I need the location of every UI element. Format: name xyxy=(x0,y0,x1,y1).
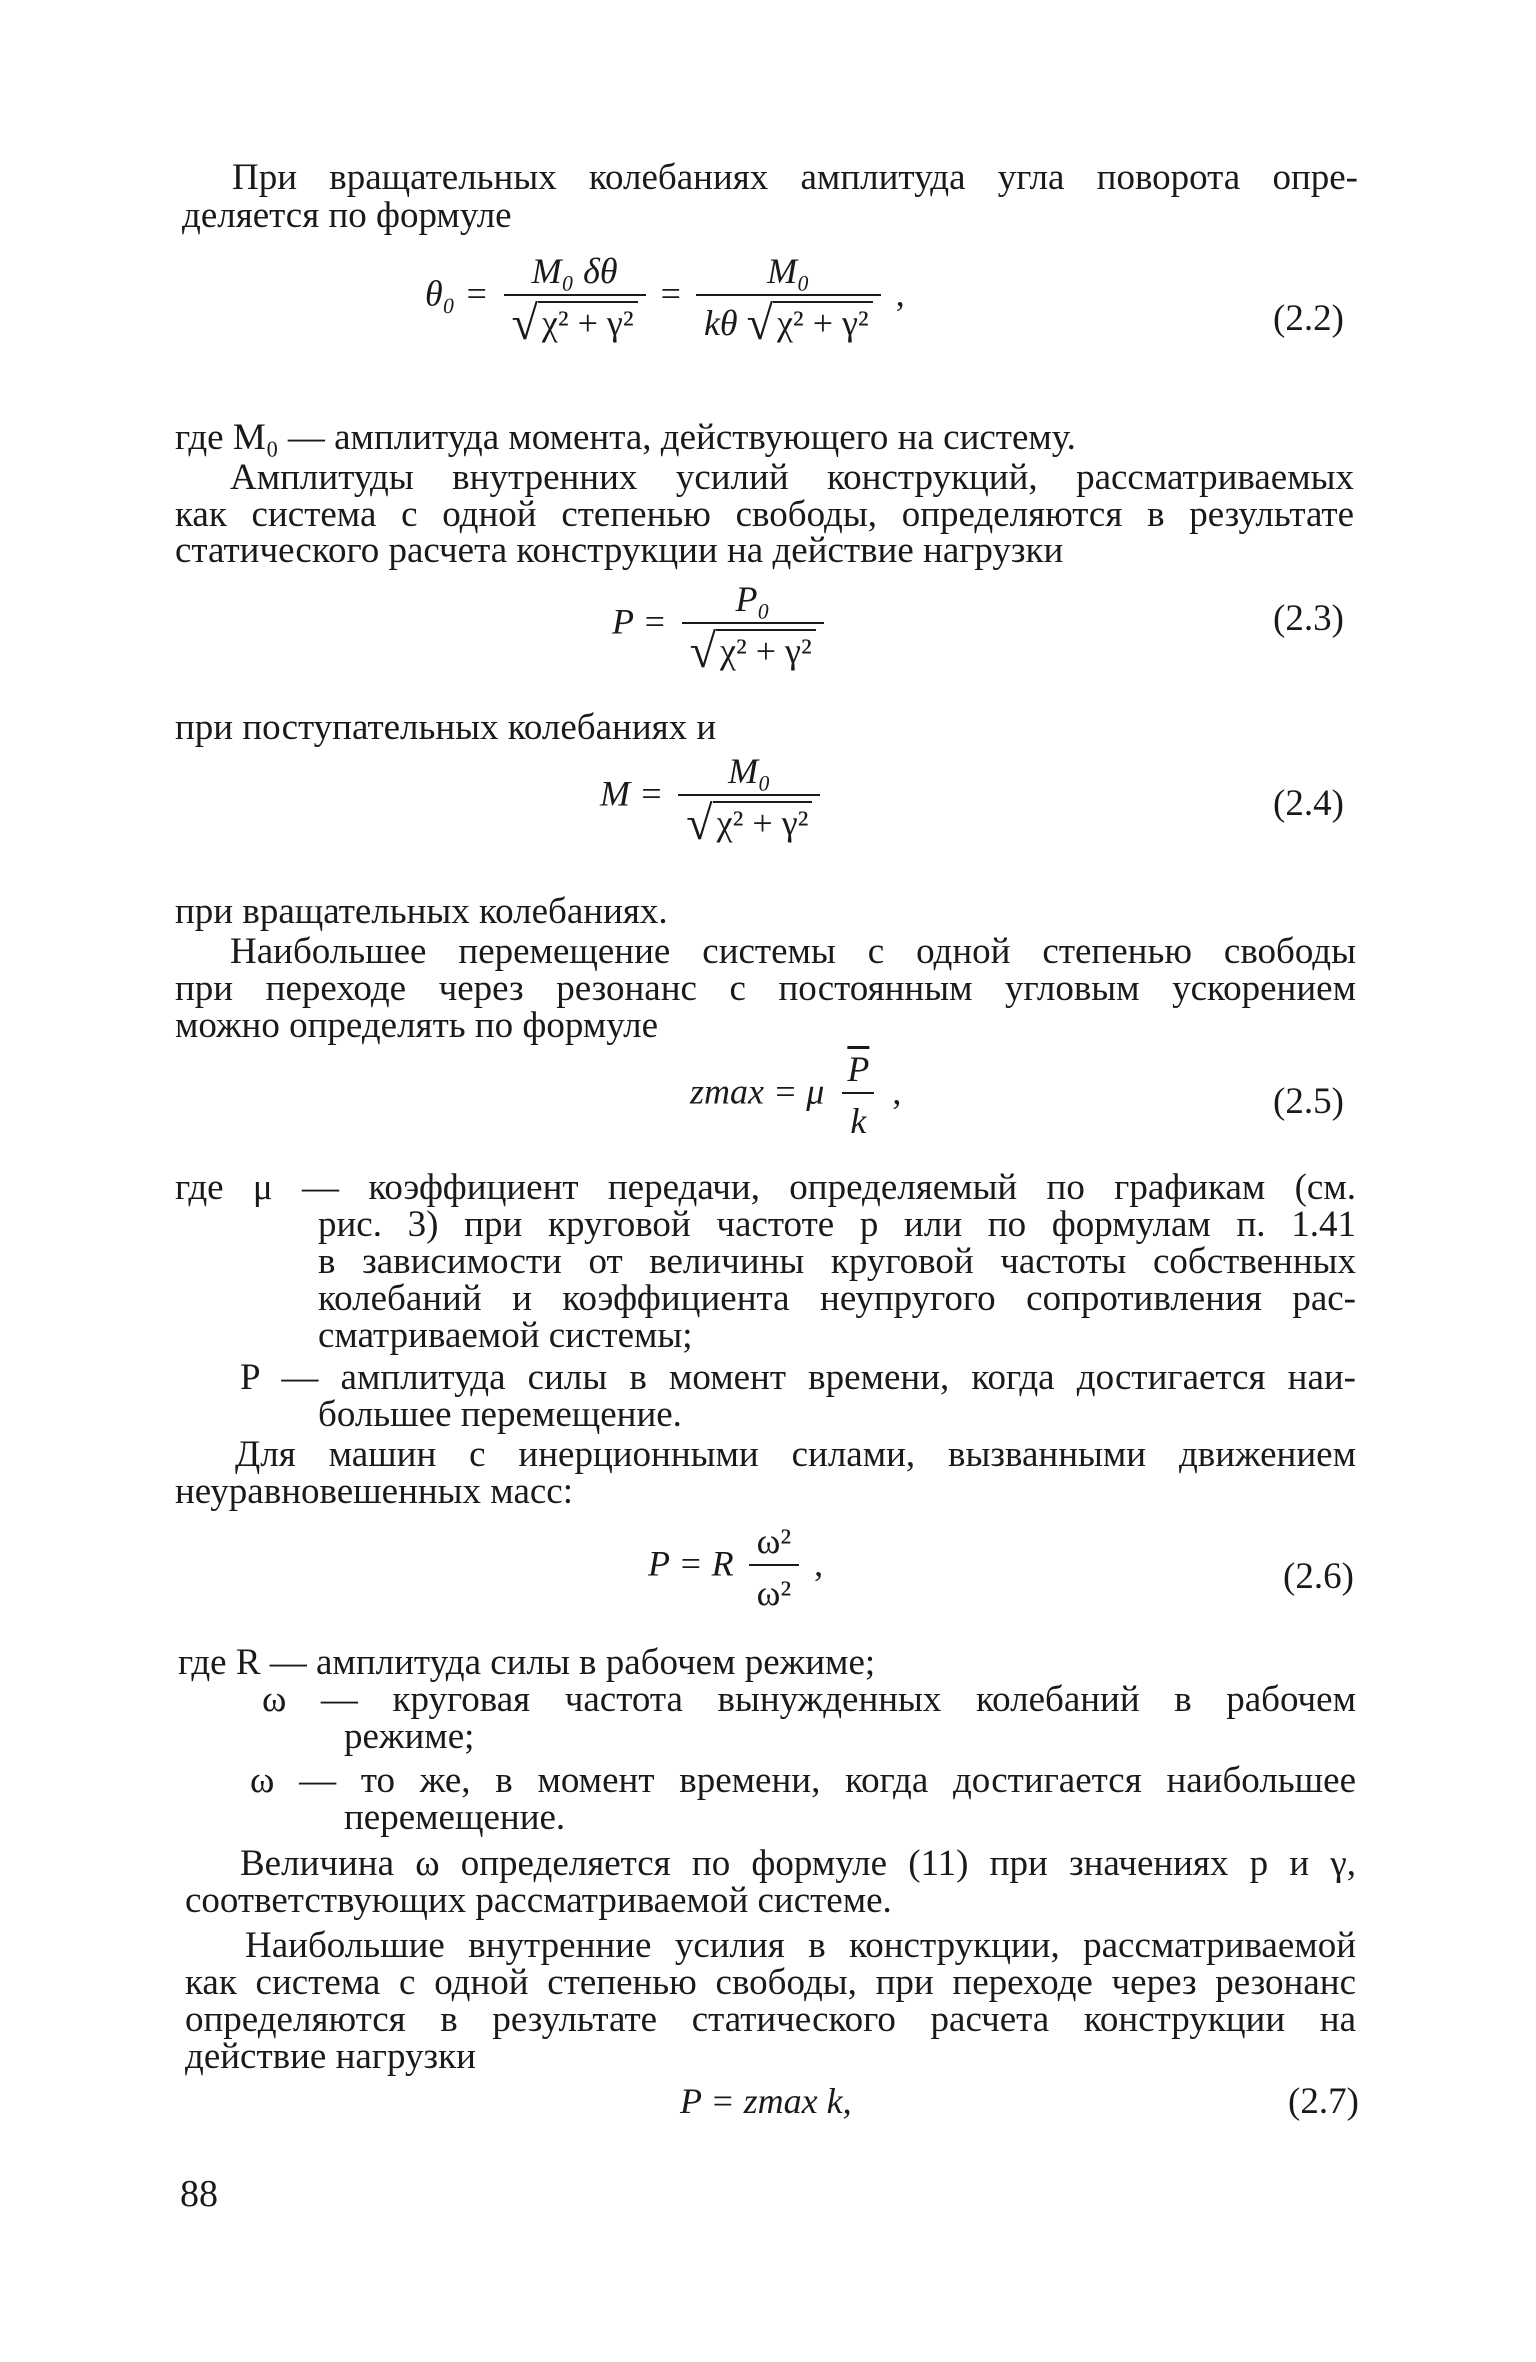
text-line: в зависимости от величины круговой частоты собственных xyxy=(318,1241,1356,1282)
sqrt xyxy=(686,797,812,850)
text-line: при переходе через резонанс с постоянным угловым ускорением xyxy=(175,968,1356,1009)
radical-sign: √ xyxy=(686,797,713,850)
denominator: ω² xyxy=(749,1564,800,1614)
radical-sign: √ xyxy=(689,625,716,678)
text-line: режиме; xyxy=(344,1716,475,1757)
text-line: как система с одной степенью свободы, при переходе через резонанс xyxy=(185,1962,1356,2003)
text-line: Для машин с инерционными силами, вызванными движением xyxy=(235,1434,1356,1475)
text-line: статического расчета конструкции на действие нагрузки xyxy=(175,530,1064,571)
equation-2-6 xyxy=(648,1520,823,1614)
fraction xyxy=(682,578,824,678)
text-line: При вращательных колебаниях амплитуда угла поворота опре- xyxy=(232,157,1358,198)
text-line: соответствующих рассматриваемой системе. xyxy=(185,1880,892,1921)
radicand: χ² + γ² xyxy=(713,801,813,843)
fraction xyxy=(678,750,820,850)
k-theta: kθ xyxy=(703,303,738,343)
eq-lhs: P = R xyxy=(648,1543,734,1584)
text-line: при поступательных колебаниях и xyxy=(175,707,717,748)
equals-sign: = xyxy=(660,273,681,314)
fraction xyxy=(504,250,646,350)
sqrt xyxy=(689,625,816,678)
equation-2-3 xyxy=(612,578,830,678)
eq-lhs: P = xyxy=(612,601,667,642)
radicand: χ² + γ² xyxy=(773,301,873,343)
eq-tail: , xyxy=(895,273,905,314)
text-line: Величина ω определяется по формуле (11) при значениях p и γ, xyxy=(240,1843,1356,1884)
equation-number: (2.4) xyxy=(1273,783,1344,824)
denominator xyxy=(678,794,820,850)
text-line: при вращательных колебаниях. xyxy=(175,891,668,932)
sqrt xyxy=(511,297,638,350)
text-line: неуравновешенных масс: xyxy=(175,1471,574,1512)
text-line: перемещение. xyxy=(344,1797,566,1838)
fraction xyxy=(696,250,881,350)
numerator: M₀ xyxy=(728,751,771,791)
text-line: колебаний и коэффициента неупругого сопротивления рас- xyxy=(318,1278,1356,1319)
equation-2-4 xyxy=(600,750,826,850)
radicand: χ² + γ² xyxy=(538,301,638,343)
text-line: ω — то же, в момент времени, когда достигается наибольшее xyxy=(250,1760,1356,1801)
text-line: рис. 3) при круговой частоте p или по формулам п. 1.41 xyxy=(318,1204,1356,1245)
text-line: как система с одной степенью свободы, определяются в результате xyxy=(175,494,1354,535)
text-line: определяются в результате статического расчета конструкции на xyxy=(185,1999,1356,2040)
numerator: M₀ δθ xyxy=(531,251,618,291)
eq-lhs: θ₀ = xyxy=(425,273,489,314)
equation-number: (2.2) xyxy=(1273,298,1344,339)
equation-number: (2.7) xyxy=(1288,2081,1359,2122)
page-number: 88 xyxy=(180,2173,218,2215)
equation-2-2 xyxy=(425,250,905,350)
text-line: ω — круговая частота вынужденных колебаний в рабочем xyxy=(262,1679,1356,1720)
text-line: большее перемещение. xyxy=(318,1394,682,1435)
equation-number: (2.5) xyxy=(1273,1081,1344,1122)
eq-tail: , xyxy=(814,1543,824,1584)
fraction xyxy=(749,1520,800,1614)
equation-number: (2.3) xyxy=(1273,598,1344,639)
eq-lhs: zmax = μ xyxy=(690,1071,825,1112)
equation-number: (2.6) xyxy=(1283,1556,1354,1597)
denominator: k xyxy=(842,1092,874,1142)
eq-tail: , xyxy=(892,1071,902,1112)
denominator xyxy=(696,294,881,350)
text-line: P — амплитуда силы в момент времени, когда достигается наи- xyxy=(240,1357,1356,1398)
text-line: действие нагрузки xyxy=(185,2036,476,2077)
numerator: $\overline{P}$ xyxy=(847,1049,870,1089)
text-line: где M₀ — амплитуда момента, действующего на систему. xyxy=(175,417,1076,458)
eq-lhs: M = xyxy=(600,773,664,814)
numerator: M₀ xyxy=(767,251,810,291)
text-line: где μ — коэффициент передачи, определяемый по графикам (см. xyxy=(175,1167,1356,1208)
denominator xyxy=(504,294,646,350)
text-line: сматриваемой системы; xyxy=(318,1315,693,1356)
denominator xyxy=(682,622,824,678)
equation-2-5 xyxy=(690,1048,901,1142)
numerator: P₀ xyxy=(735,579,770,619)
radical-sign: √ xyxy=(746,297,773,350)
sqrt xyxy=(746,297,873,350)
text-line: Амплитуды внутренних усилий конструкций, рассматриваемых xyxy=(230,457,1354,498)
radicand: χ² + γ² xyxy=(716,629,816,671)
fraction xyxy=(839,1048,877,1142)
text-line: Наибольшие внутренние усилия в конструкции, рассматриваемой xyxy=(245,1925,1356,1966)
text-line: где R — амплитуда силы в рабочем режиме; xyxy=(178,1642,876,1683)
text-line: деляется по формуле xyxy=(182,195,512,236)
numerator: ω² xyxy=(756,1521,792,1561)
radical-sign: √ xyxy=(511,297,538,350)
text-line: Наибольшее перемещение системы с одной степенью свободы xyxy=(230,931,1356,972)
text-line: можно определять по формуле xyxy=(175,1005,659,1046)
equation-2-7: P = zmax k, xyxy=(680,2081,852,2121)
